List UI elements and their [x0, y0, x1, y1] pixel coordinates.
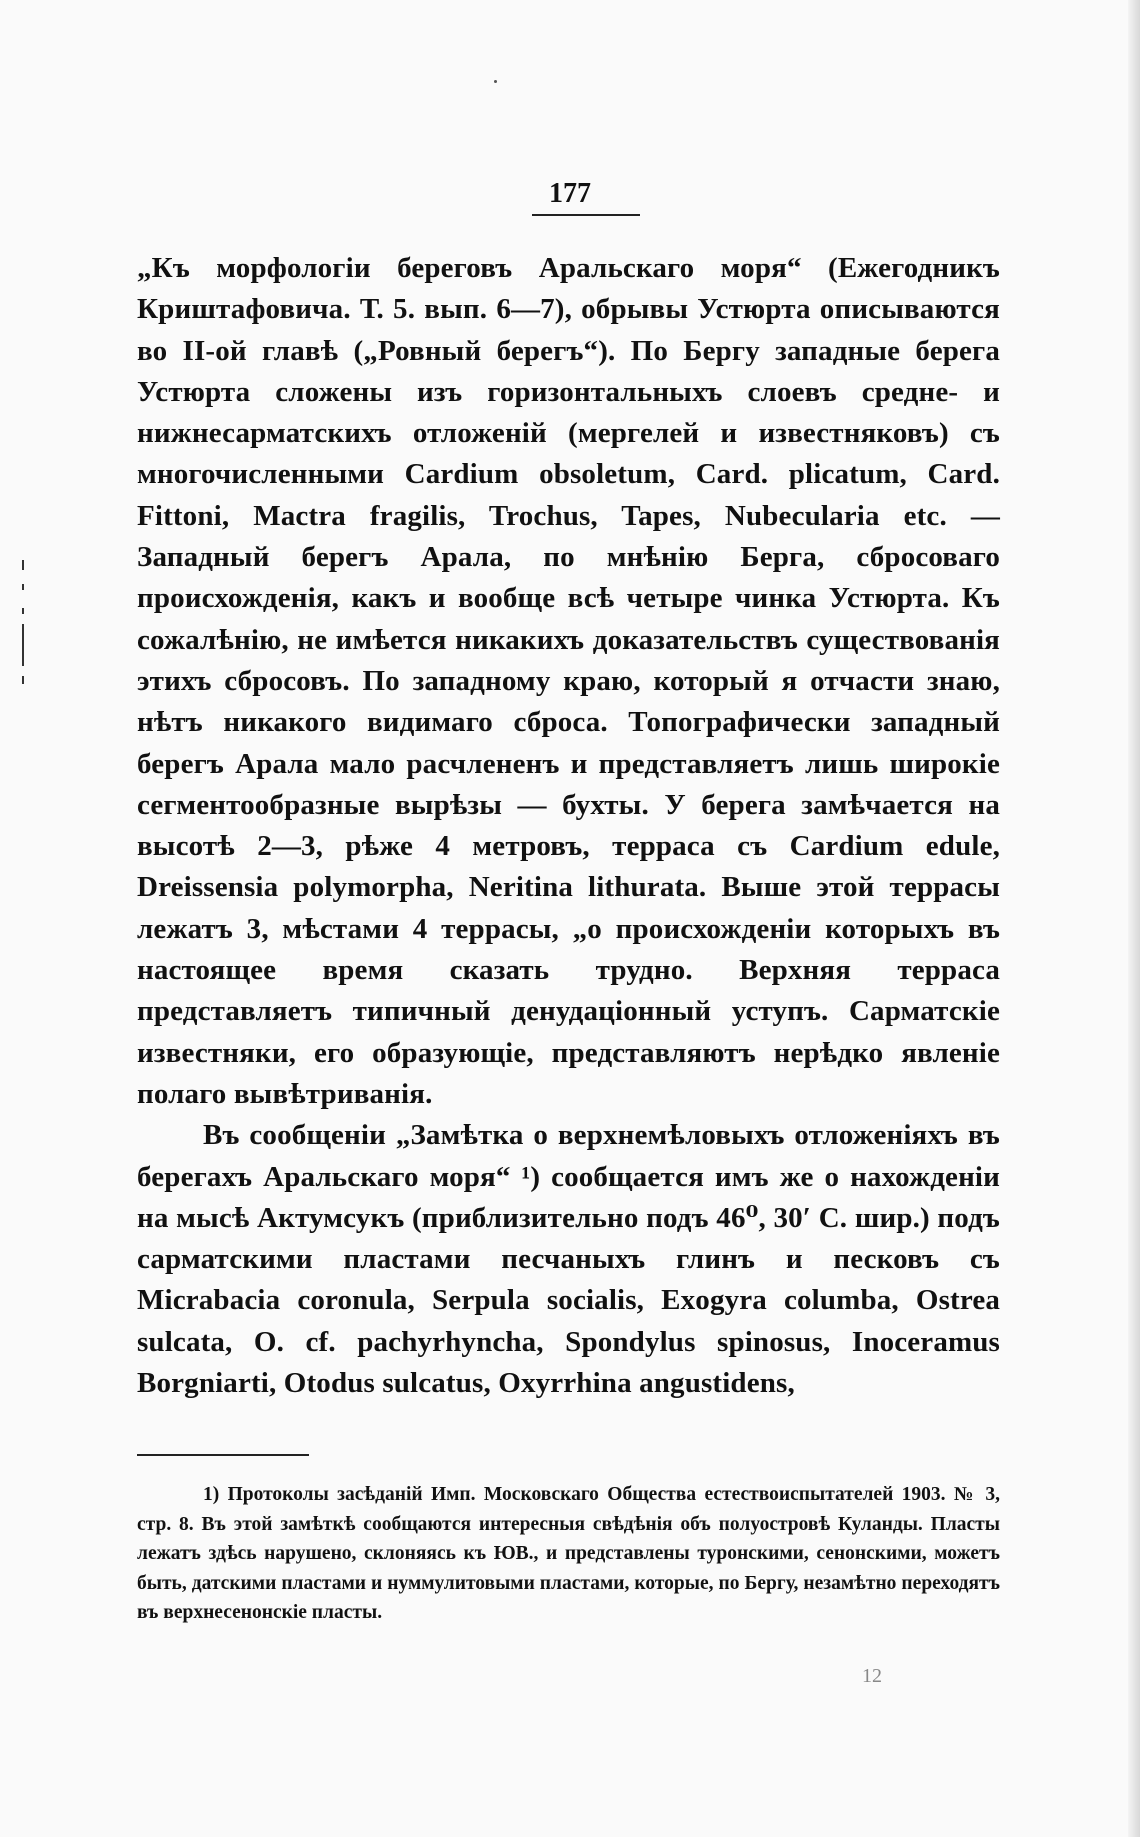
footnote-text: 1) Протоколы засѣданій Имп. Московскаго Общества естествоиспытателей 1903. № 3, стр. 8. Въ этой замѣткѣ сообщаются интересныя свѣдѣнія объ полуостровѣ Куланды. Пласты лежатъ здѣсь нарушено, склоняясь къ ЮВ., и представлены туронскими, сенонскими, можетъ быть, датскими пластами и нуммулитовыми пластами, которые, по Бергу, незамѣтно переходятъ въ верхнесенонскіе пласты. — [137, 1484, 1000, 1623]
margin-mark — [22, 584, 24, 590]
margin-mark — [22, 676, 24, 684]
footnote-rule — [137, 1454, 309, 1456]
margin-marks — [22, 560, 28, 690]
margin-mark — [22, 560, 24, 570]
footnote — [137, 1480, 1000, 1628]
paragraph: Въ сообщеніи „Замѣтка о верхнемѣловыхъ отложеніяхъ въ берегахъ Аральскаго моря“ ¹) сообщается имъ же о нахожденіи на мысѣ Актумсукъ (приблизительно подъ 46⁰, 30′ С. шир.) подъ сарматскими пластами песчаныхъ глинъ и песковъ съ Micrabacia coronula, Serpula socialis, Exogyra columba, Ostrea sulcata, O. cf. pachyrhyncha, Spondylus spinosus, Inoceramus Borgniarti, Otodus sulcatus, Oxyrrhina angustidens, — [137, 1119, 1000, 1400]
page-number-rule — [532, 214, 640, 216]
body-text — [137, 248, 1000, 1404]
page-edge-shadow — [1128, 0, 1140, 1837]
signature-mark: 12 — [862, 1665, 882, 1687]
margin-mark — [22, 608, 24, 614]
margin-mark — [22, 624, 24, 666]
page-number: 177 — [549, 178, 591, 209]
paragraph: „Къ морфологіи береговъ Аральскаго моря“ (Ежегодникъ Криштафовича. Т. 5. вып. 6—7), обрывы Устюрта описываются во II-ой главѣ („Ровный берегъ“). По Бергу западные берега Устюрта сложены изъ горизонтальныхъ слоевъ средне- и нижнесарматскихъ отложеній (мергелей и известняковъ) съ многочисленными Cardium obsoletum, Card. plicatum, Card. Fittoni, Mactra fragilis, Trochus, Tapes, Nubecularia etc. — Западный берегъ Арала, по мнѣнію Берга, сбросоваго происхожденія, какъ и вообще всѣ четыре чинка Устюрта. Къ сожалѣнію, не имѣется никакихъ доказательствъ существованія этихъ сбросовъ. По западному краю, который я отчасти знаю, нѣтъ никакого видимаго сброса. Топографически западный берегъ Арала мало расчлененъ и представляетъ лишь широкіе сегментообразные вырѣзы — бухты. У берега замѣчается на высотѣ 2—3, рѣже 4 метровъ, терраса съ Cardium edule, Dreissensia polymorpha, Neritina lithurata. Выше этой террасы лежатъ 3, мѣстами 4 террасы, „о происхожденіи которыхъ въ настоящее время сказать трудно. Верхняя терраса представляетъ типичный денудаціонный уступъ. Сарматскіе известняки, его образующіе, представляютъ нерѣдко явленіе полаго вывѣтриванія. — [137, 252, 1000, 1110]
scan-speck — [494, 80, 497, 83]
